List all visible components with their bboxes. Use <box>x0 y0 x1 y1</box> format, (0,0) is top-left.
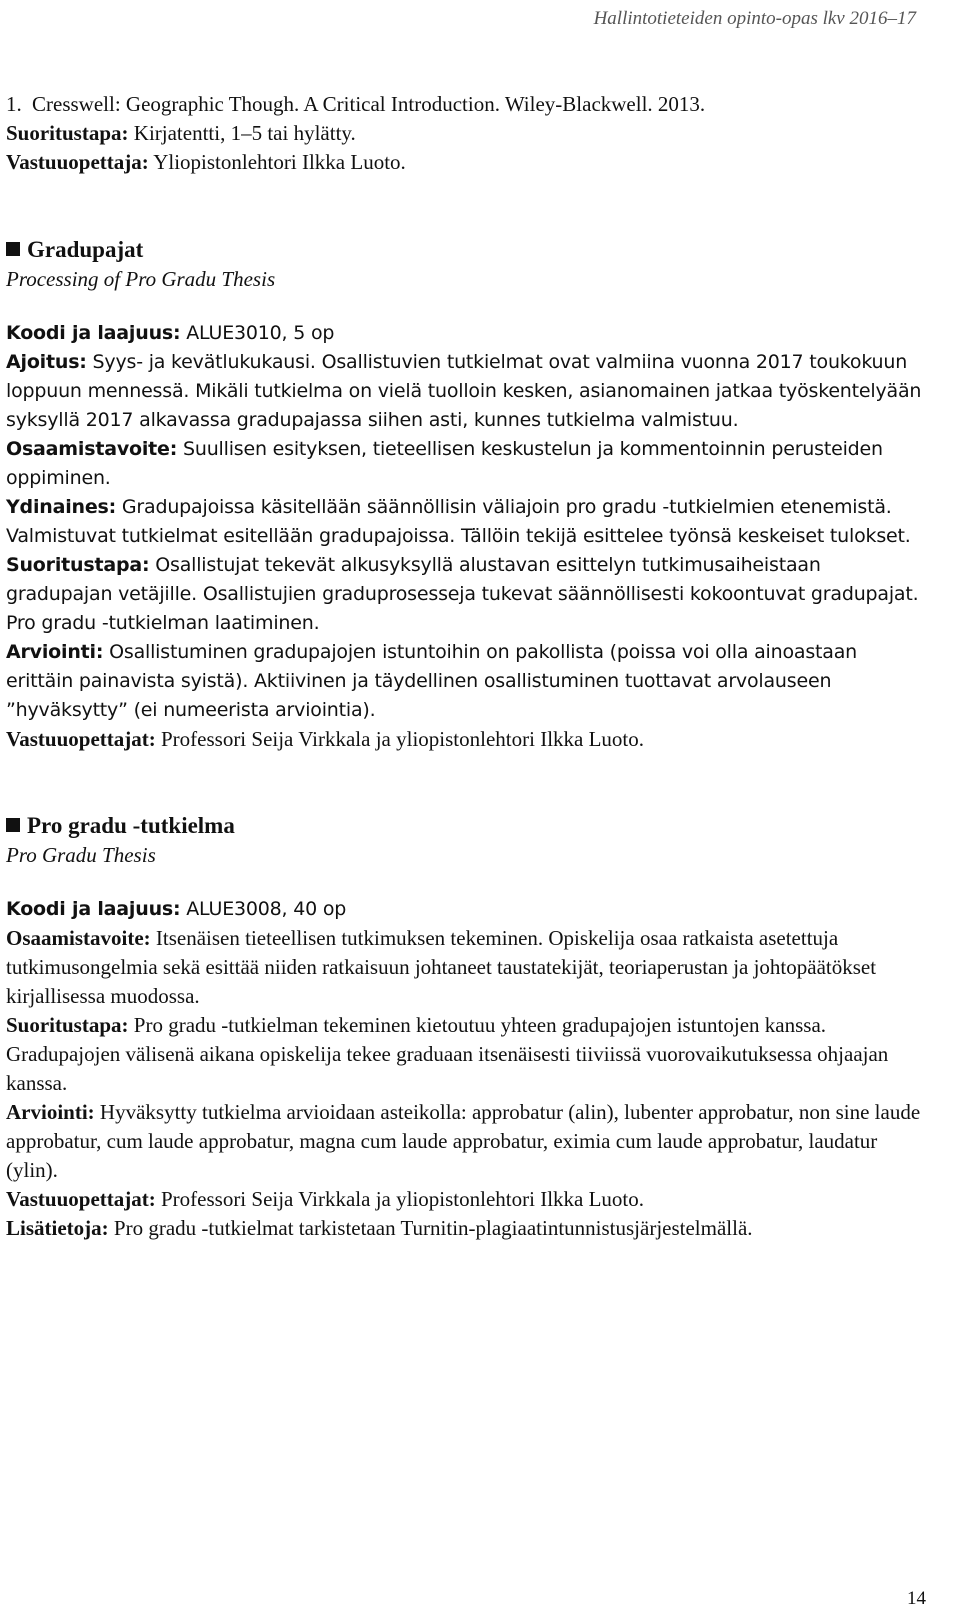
page-number: 14 <box>907 1588 926 1609</box>
top-suoritustapa-value: Kirjatentti, 1–5 tai hylätty. <box>133 121 356 145</box>
progradu-koodi-value: ALUE3008, 40 op <box>186 898 347 920</box>
gradupajat-arviointi-label: Arviointi: <box>6 641 104 663</box>
gradupajat-title: Gradupajat <box>6 235 924 265</box>
section-progradu <box>6 811 924 1243</box>
gradupajat-ydinaines-value: Gradupajoissa käsitellään säännöllisin väliajoin pro gradu -tutkielmien etenemistä. Valmistuvat tutkielmat esitellään gradupajoissa. Tällöin tekijä esittelee työnsä keskeiset tulokset. <box>6 496 911 547</box>
progradu-lisatietoja-label: Lisätietoja: <box>6 1216 109 1240</box>
gradupajat-vastuuopettajat <box>6 725 924 754</box>
gradupajat-osaamistavoite-value: Suullisen esityksen, tieteellisen keskustelun ja kommentoinnin perusteiden oppiminen. <box>6 438 883 489</box>
gradupajat-ajoitus <box>6 348 924 435</box>
progradu-suoritustapa-label: Suoritustapa: <box>6 1013 129 1037</box>
gradupajat-vastuu-value: Professori Seija Virkkala ja yliopistonlehtori Ilkka Luoto. <box>160 727 645 751</box>
progradu-vastuu-value: Professori Seija Virkkala ja yliopistonlehtori Ilkka Luoto. <box>160 1187 645 1211</box>
gradupajat-suoritustapa <box>6 551 924 638</box>
reference-block <box>6 90 924 177</box>
top-suoritustapa-label: Suoritustapa: <box>6 121 129 145</box>
gradupajat-osaamistavoite-label: Osaamistavoite: <box>6 438 178 460</box>
page-content <box>6 90 924 1243</box>
gradupajat-suoritustapa-label: Suoritustapa: <box>6 554 150 576</box>
gradupajat-koodi-label: Koodi ja laajuus: <box>6 322 181 344</box>
square-bullet-icon <box>6 818 20 832</box>
gradupajat-ydinaines <box>6 493 924 551</box>
gradupajat-ajoitus-label: Ajoitus: <box>6 351 87 373</box>
running-header: Hallintotieteiden opinto-opas lkv 2016–17 <box>593 8 916 29</box>
progradu-vastuuopettajat <box>6 1185 924 1214</box>
progradu-osaamistavoite-value: Itsenäisen tieteellisen tutkimuksen tekeminen. Opiskelija osaa ratkaista asetettuja tutkimusongelmia sekä esittää niiden ratkaisuun johtaneet taustatekijät, teoriaperustan ja johtopäätökset kirjallisessa muodossa. <box>6 926 877 1008</box>
progradu-koodi-label: Koodi ja laajuus: <box>6 898 181 920</box>
gradupajat-arviointi-value: Osallistuminen gradupajojen istuntoihin on pakollista (poissa voi olla ainoastaan erittäin painavista syistä). Aktiivinen ja täydellinen osallistuminen tuottavat arvolauseen ”hyväksytty” (ei numeerista arviointia). <box>6 641 858 721</box>
progradu-lisatietoja-value: Pro gradu -tutkielmat tarkistetaan Turnitin-plagiaatintunnistusjärjestelmällä. <box>113 1216 753 1240</box>
top-suoritustapa <box>6 119 924 148</box>
gradupajat-suoritustapa-value: Osallistujat tekevät alkusyksyllä alustavan esittelyn tutkimusaiheistaan gradupajan vetäjille. Osallistujien graduprosesseja tukevat säännöllisesti kokoontuvat gradupajat. Pro gradu -tutkielman laatiminen. <box>6 554 919 634</box>
reference-text: Cresswell: Geographic Though. A Critical Introduction. Wiley-Blackwell. 2013. <box>32 92 706 116</box>
progradu-title: Pro gradu -tutkielma <box>6 811 924 841</box>
top-vastuuopettaja-label: Vastuuopettaja: <box>6 150 149 174</box>
gradupajat-vastuu-label: Vastuuopettajat: <box>6 727 156 751</box>
top-vastuuopettaja-value: Yliopistonlehtori Ilkka Luoto. <box>153 150 406 174</box>
progradu-vastuu-label: Vastuuopettajat: <box>6 1187 156 1211</box>
reference-list <box>6 90 924 119</box>
reference-item <box>6 90 924 119</box>
gradupajat-ydinaines-label: Ydinaines: <box>6 496 117 518</box>
progradu-suoritustapa <box>6 1011 924 1098</box>
progradu-details-top <box>6 895 924 924</box>
progradu-koodi <box>6 895 924 924</box>
progradu-suoritustapa-value: Pro gradu -tutkielman tekeminen kietoutuu yhteen gradupajojen istuntojen kanssa. Gradupajojen välisenä aikana opiskelija tekee graduaan itsenäisesti tiiviissä vuorovaikutuksessa ohjaajan kanssa. <box>6 1013 889 1095</box>
top-vastuuopettaja <box>6 148 924 177</box>
progradu-lisatietoja <box>6 1214 924 1243</box>
progradu-subtitle: Pro Gradu Thesis <box>6 843 156 867</box>
gradupajat-koodi-value: ALUE3010, 5 op <box>186 322 335 344</box>
progradu-osaamistavoite <box>6 924 924 1011</box>
gradupajat-subtitle: Processing of Pro Gradu Thesis <box>6 267 276 291</box>
gradupajat-ajoitus-value: Syys- ja kevätlukukausi. Osallistuvien tutkielmat ovat valmiina vuonna 2017 toukokuun loppuun mennessä. Mikäli tutkielma on vielä tuolloin kesken, asianomainen jatkaa työskentelyään syksyllä 2017 alkavassa gradupajassa siihen asti, kunnes tutkielma valmistuu. <box>6 351 922 431</box>
gradupajat-details <box>6 319 924 725</box>
gradupajat-arviointi <box>6 638 924 725</box>
progradu-arviointi <box>6 1098 924 1185</box>
gradupajat-osaamistavoite <box>6 435 924 493</box>
square-bullet-icon <box>6 242 20 256</box>
progradu-arviointi-value: Hyväksytty tutkielma arvioidaan asteikolla: approbatur (alin), lubenter approbatur, non sine laude approbatur, cum laude approbatur, magna cum laude approbatur, eximia cum laude approbatur, laudatur (ylin). <box>6 1100 921 1182</box>
section-gradupajat <box>6 235 924 754</box>
progradu-osaamistavoite-label: Osaamistavoite: <box>6 926 151 950</box>
gradupajat-koodi <box>6 319 924 348</box>
reference-number: 1. <box>6 92 22 116</box>
progradu-arviointi-label: Arviointi: <box>6 1100 95 1124</box>
